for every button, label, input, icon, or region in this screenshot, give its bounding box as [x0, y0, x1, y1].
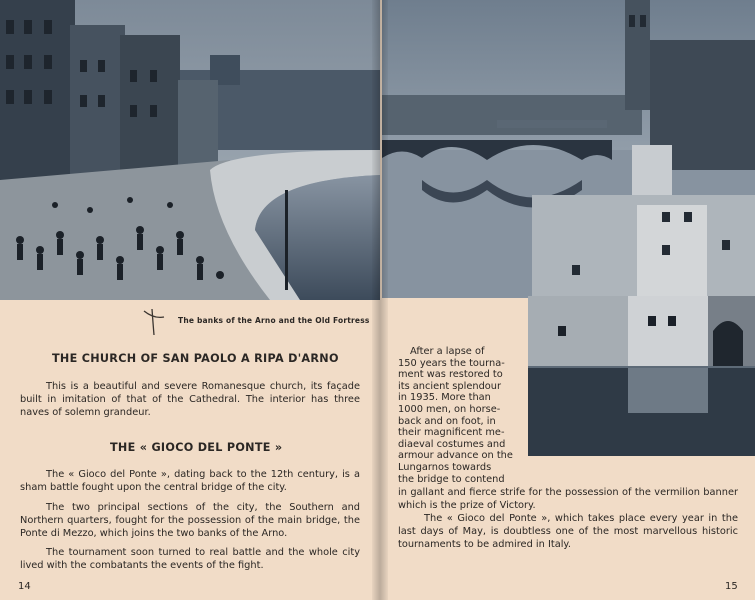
column-line: armour advance on the — [398, 450, 513, 462]
section-title-gioco: THE « GIOCO DEL PONTE » — [110, 441, 283, 454]
column-line: the bridge to contend — [398, 473, 505, 485]
column-line: ment was restored to — [398, 369, 503, 381]
riverbank-photo — [0, 0, 380, 300]
section-title-san-paolo: THE CHURCH OF SAN PAOLO A RIPA D'ARNO — [52, 352, 339, 365]
column-line: their magnificent me- — [398, 427, 505, 439]
column-line: After a lapse of — [410, 346, 485, 357]
column-line: in 1935. More than — [398, 392, 491, 404]
narrow-column — [398, 346, 520, 485]
paragraph-gioco-2: The two principal sections of the city, the Southern and Northern quarters, fought for the possession of the main bridge, the Ponte di Mezzo, which joins the two banks of the Arno. — [20, 502, 360, 539]
paragraph-gioco-3: The tournament soon turned to real battle and the whole city lived with the combatants the events of the fight. — [20, 547, 360, 571]
photo-caption: The banks of the Arno and the Old Fortress — [178, 316, 370, 325]
column-line: back and on foot, in — [398, 415, 496, 427]
paragraph-right-2: The « Gioco del Ponte », which takes place every year in the last days of May, is doubtless one of the most marvellous historic tournaments to be admired in Italy. — [398, 513, 738, 550]
bridge-photo — [382, 0, 755, 298]
column-line: Lungarnos towards — [398, 461, 492, 473]
column-line: 1000 men, on horse- — [398, 403, 501, 415]
book-gutter — [372, 0, 388, 600]
column-line: diaeval costumes and — [398, 438, 506, 450]
paragraph-gioco-1: The « Gioco del Ponte », dating back to the 12th century, is a sham battle fought upon the central bridge of the city. — [20, 469, 360, 493]
handwritten-mark-icon — [140, 305, 168, 337]
column-line: its ancient splendour — [398, 380, 502, 392]
column-line: 150 years the tourna- — [398, 357, 505, 369]
paragraph-right-continuation: in gallant and fierce strife for the possession of the vermilion banner which is the prize of Victory. — [398, 487, 738, 511]
page-number-left: 14 — [18, 581, 31, 592]
paragraph-san-paolo: This is a beautiful and severe Romanesque church, its façade built in imitation of that of the Cathedral. The interior has three naves of solemn grandeur. — [20, 381, 360, 418]
page-number-right: 15 — [725, 581, 738, 592]
fortress-reflection-photo — [528, 296, 755, 456]
